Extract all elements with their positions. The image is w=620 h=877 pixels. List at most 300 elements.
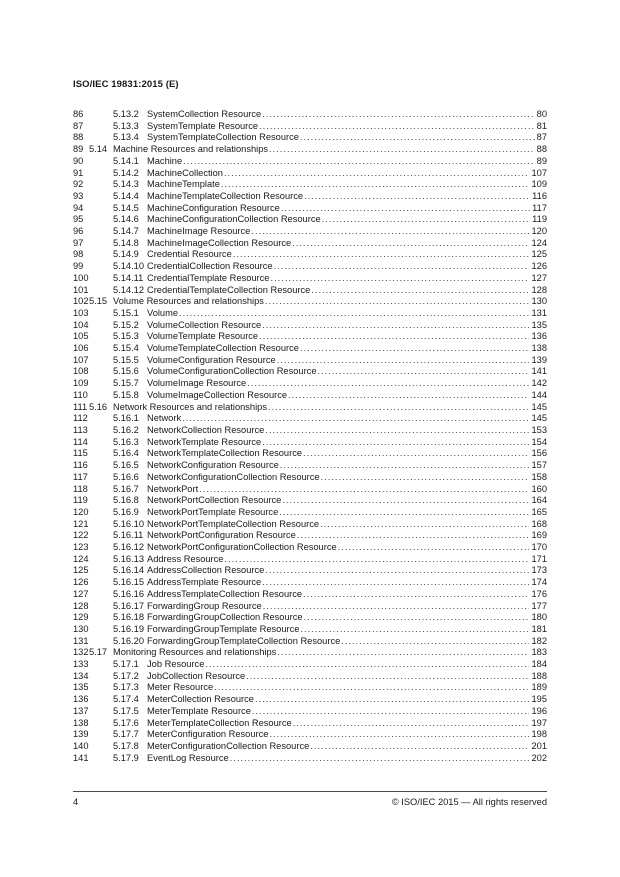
toc-page-number: 145	[531, 413, 547, 424]
toc-section-number: 5.16.6	[113, 471, 139, 482]
toc-entry-title: VolumeConfiguration Resource	[147, 354, 276, 365]
toc-page-number: 130	[531, 296, 547, 307]
toc-entry-title: EventLog Resource	[147, 752, 229, 763]
toc-section-number: 5.17	[89, 647, 108, 658]
dot-leader	[303, 589, 529, 601]
dot-leader	[277, 647, 529, 659]
toc-page-number: 182	[531, 635, 547, 646]
toc-page-number: 138	[531, 343, 547, 354]
toc-line-number: 113	[73, 424, 88, 435]
toc-page-number: 188	[531, 670, 547, 681]
toc-entry-title: NetworkCollection Resource	[147, 424, 265, 435]
toc-page-number: 109	[531, 179, 547, 190]
toc-entry-title: Volume Resources and relationships	[113, 296, 264, 307]
toc-section-number: 5.16.10	[113, 518, 145, 529]
toc-line-number: 105	[73, 331, 89, 342]
toc-page-number: 156	[531, 448, 547, 459]
toc-line-number: 98	[73, 249, 84, 260]
toc-page-number: 81	[536, 120, 547, 131]
toc-entry-title: VolumeConfigurationCollection Resource	[147, 366, 317, 377]
toc-section-number: 5.16.9	[113, 506, 139, 517]
toc-entry-title: MeterConfiguration Resource	[147, 729, 269, 740]
toc-section-number: 5.17.1	[113, 659, 139, 670]
dot-leader	[252, 706, 530, 718]
toc-line-number: 130	[73, 623, 89, 634]
toc-page-number: 165	[531, 506, 547, 517]
dot-leader	[277, 355, 530, 367]
toc-entry-title: Machine	[147, 155, 183, 166]
dot-leader	[269, 144, 535, 156]
toc-line-number: 96	[73, 226, 84, 237]
toc-row	[73, 378, 547, 390]
toc-line-number: 125	[73, 565, 89, 576]
toc-page-number: 181	[531, 623, 547, 634]
toc-row	[73, 121, 547, 133]
toc-page-number: 154	[531, 436, 547, 447]
dot-leader	[262, 320, 529, 332]
toc-row	[73, 179, 547, 191]
toc-page-number: 135	[531, 319, 547, 330]
toc-page-number: 145	[531, 401, 547, 412]
toc-row	[73, 355, 547, 367]
toc-page-number: 164	[531, 495, 547, 506]
toc-entry-title: MachineConfigurationCollection Resource	[147, 214, 321, 225]
toc-section-number: 5.15.5	[113, 354, 139, 365]
toc-page-number: 124	[531, 237, 547, 248]
toc-entry-title: MeterConfigurationCollection Resource	[147, 740, 310, 751]
toc-row	[73, 741, 547, 753]
dot-leader	[214, 682, 529, 694]
toc-line-number: 99	[73, 261, 84, 272]
toc-section-number: 5.14.12	[113, 284, 145, 295]
dot-leader	[247, 378, 529, 390]
toc-entry-title: NetworkPortTemplateCollection Resource	[147, 518, 320, 529]
toc-line-number: 138	[73, 717, 89, 728]
dot-leader	[300, 343, 530, 355]
dot-leader	[297, 530, 530, 542]
toc-line-number: 136	[73, 694, 89, 705]
toc-page-number: 174	[531, 577, 547, 588]
dot-leader	[282, 495, 529, 507]
toc-section-number: 5.16.16	[113, 588, 145, 599]
dot-leader	[304, 191, 530, 203]
dot-leader	[262, 437, 529, 449]
toc-line-number: 114	[73, 436, 88, 447]
toc-row	[73, 413, 547, 425]
toc-section-number: 5.15	[89, 296, 108, 307]
toc-page-number: 88	[536, 144, 547, 155]
toc-entry-title: NetworkTemplate Resource	[147, 436, 262, 447]
toc-line-number: 120	[73, 506, 89, 517]
toc-row	[73, 331, 547, 343]
toc-line-number: 116	[73, 460, 88, 471]
dot-leader	[255, 694, 530, 706]
toc-line-number: 86	[73, 109, 84, 119]
toc-row	[73, 647, 547, 659]
toc-section-number: 5.14	[89, 144, 108, 155]
toc-row	[73, 753, 547, 765]
dot-leader	[274, 261, 530, 273]
toc-section-number: 5.16.7	[113, 483, 139, 494]
toc-row	[73, 659, 547, 671]
toc-line-number: 112	[73, 413, 88, 424]
toc-section-number: 5.13.3	[113, 120, 139, 131]
toc-line-number: 135	[73, 682, 89, 693]
toc-page-number: 119	[532, 214, 547, 225]
toc-row	[73, 472, 547, 484]
toc-entry-title: NetworkPortConfigurationCollection Resource	[147, 542, 337, 553]
toc-entry-title: NetworkConfigurationCollection Resource	[147, 471, 320, 482]
toc-line-number: 139	[73, 729, 89, 740]
toc-line-number: 133	[73, 659, 89, 670]
toc-row	[73, 214, 547, 226]
toc-row	[73, 448, 547, 460]
toc-section-number: 5.14.4	[113, 190, 139, 201]
toc-entry-title: Meter Resource	[147, 682, 214, 693]
toc-section-number: 5.16.4	[113, 448, 139, 459]
toc-page-number: 116	[532, 190, 547, 201]
toc-page-number: 184	[531, 659, 547, 670]
toc-page-number: 126	[531, 261, 547, 272]
toc-section-number: 5.13.4	[113, 132, 139, 143]
dot-leader	[300, 624, 529, 636]
toc-entry-title: Monitoring Resources and relationships	[113, 647, 277, 658]
toc-row	[73, 636, 547, 648]
dot-leader	[269, 729, 529, 741]
toc-row	[73, 530, 547, 542]
document-footer	[73, 797, 547, 807]
dot-leader	[183, 156, 535, 168]
toc-section-number: 5.14.10	[113, 261, 145, 272]
dot-leader	[268, 402, 529, 414]
toc-line-number: 103	[73, 307, 89, 318]
toc-page-number: 136	[531, 331, 547, 342]
dot-leader	[182, 413, 529, 425]
toc-section-number: 5.14.8	[113, 237, 139, 248]
toc-row	[73, 718, 547, 730]
toc-row	[73, 612, 547, 624]
dot-leader	[233, 249, 530, 261]
toc-line-number: 118	[73, 483, 88, 494]
toc-row	[73, 308, 547, 320]
toc-row	[73, 460, 547, 472]
dot-leader	[341, 636, 529, 648]
toc-page-number: 117	[532, 202, 547, 213]
toc-page-number: 169	[531, 530, 547, 541]
toc-entry-title: VolumeImageCollection Resource	[147, 389, 288, 400]
toc-row	[73, 249, 547, 261]
toc-section-number: 5.16.13	[113, 553, 145, 564]
toc-line-number: 140	[73, 740, 89, 751]
toc-line-number: 115	[73, 448, 88, 459]
toc-row	[73, 320, 547, 332]
toc-section-number: 5.14.3	[113, 179, 139, 190]
toc-line-number: 137	[73, 705, 89, 716]
toc-line-number: 109	[73, 378, 89, 389]
toc-entry-title: SystemCollection Resource	[147, 109, 262, 119]
toc-entry-title: Network	[147, 413, 182, 424]
footer-rule	[73, 791, 547, 792]
toc-section-number: 5.14.5	[113, 202, 139, 213]
toc-entry-title: AddressCollection Resource	[147, 565, 265, 576]
toc-line-number: 110	[73, 389, 88, 400]
toc-entry-title: AddressTemplate Resource	[147, 577, 262, 588]
toc-row	[73, 191, 547, 203]
toc-section-number: 5.14.6	[113, 214, 139, 225]
toc-row	[73, 577, 547, 589]
dot-leader	[322, 214, 531, 226]
toc-entry-title: SystemTemplate Resource	[147, 120, 259, 131]
toc-section-number: 5.15.3	[113, 331, 139, 342]
toc-section-number: 5.15.6	[113, 366, 139, 377]
toc-entry-title: CredentialTemplate Resource	[147, 272, 270, 283]
toc-section-number: 5.15.1	[113, 307, 139, 318]
footer-copyright: © ISO/IEC 2015 — All rights reserved	[391, 797, 547, 807]
toc-row	[73, 168, 547, 180]
toc-section-number: 5.15.7	[113, 378, 139, 389]
toc-entry-title: MachineConfiguration Resource	[147, 202, 280, 213]
dot-leader	[259, 331, 529, 343]
dot-leader	[179, 308, 529, 320]
dot-leader	[303, 448, 529, 460]
dot-leader	[224, 168, 530, 180]
toc-line-number: 95	[73, 214, 84, 225]
toc-page-number: 80	[536, 109, 547, 119]
dot-leader	[259, 121, 535, 133]
toc-page-number: 173	[531, 565, 547, 576]
toc-entry-title: VolumeCollection Resource	[147, 319, 262, 330]
toc-line-number: 117	[73, 471, 88, 482]
toc-entry-title: MeterCollection Resource	[147, 694, 254, 705]
dot-leader	[293, 718, 530, 730]
toc-line-number: 134	[73, 670, 89, 681]
toc-row	[73, 226, 547, 238]
toc-section-number: 5.17.2	[113, 670, 139, 681]
toc-line-number: 101	[73, 284, 89, 295]
toc-entry-title: MachineImage Resource	[147, 226, 251, 237]
dot-leader	[205, 659, 529, 671]
toc-entry-title: MachineCollection	[147, 167, 223, 178]
toc-row	[73, 671, 547, 683]
toc-row	[73, 296, 547, 308]
toc-row	[73, 729, 547, 741]
toc-row	[73, 484, 547, 496]
toc-section-number: 5.17.4	[113, 694, 139, 705]
toc-page-number: 158	[531, 471, 547, 482]
dot-leader	[251, 226, 529, 238]
toc-row	[73, 565, 547, 577]
toc-row	[73, 682, 547, 694]
toc-page-number: 131	[531, 307, 547, 318]
toc-section-number: 5.14.7	[113, 226, 139, 237]
toc-line-number: 102	[73, 296, 89, 307]
toc-row	[73, 694, 547, 706]
toc-page-number: 198	[531, 729, 547, 740]
dot-leader	[230, 753, 530, 765]
toc-page-number: 153	[531, 424, 547, 435]
toc-entry-title: VolumeTemplateCollection Resource	[147, 343, 299, 354]
toc-entry-title: NetworkPortConfiguration Resource	[147, 530, 296, 541]
toc-page-number: 195	[531, 694, 547, 705]
dot-leader	[310, 741, 529, 753]
toc-row	[73, 390, 547, 402]
toc-page-number: 171	[531, 553, 547, 564]
toc-line-number: 87	[73, 120, 84, 131]
dot-leader	[320, 519, 529, 531]
toc-section-number: 5.17.3	[113, 682, 139, 693]
toc-entry-title: Volume	[147, 307, 179, 318]
toc-line-number: 132	[73, 647, 89, 658]
toc-line-number: 123	[73, 542, 89, 553]
toc-entry-title: CredentialTemplateCollection Resource	[147, 284, 311, 295]
toc-row	[73, 273, 547, 285]
dot-leader	[281, 203, 530, 215]
toc-entry-title: ForwardingGroupTemplate Resource	[147, 623, 300, 634]
toc-line-number: 93	[73, 190, 84, 201]
toc-row	[73, 589, 547, 601]
toc-entry-title: NetworkConfiguration Resource	[147, 460, 279, 471]
toc-entry-title: Address Resource	[147, 553, 224, 564]
toc-page-number: 183	[531, 647, 547, 658]
toc-section-number: 5.16	[89, 401, 108, 412]
toc-entry-title: Job Resource	[147, 659, 205, 670]
toc-row	[73, 402, 547, 414]
toc-row	[73, 601, 547, 613]
toc-section-number: 5.14.11	[113, 272, 144, 283]
toc-entry-title: AddressTemplateCollection Resource	[147, 588, 303, 599]
toc-entry-title: MeterTemplate Resource	[147, 705, 251, 716]
toc-section-number: 5.16.11	[113, 530, 144, 541]
toc-page-number: 170	[531, 542, 547, 553]
toc-section-number: 5.16.2	[113, 424, 139, 435]
toc-line-number: 128	[73, 600, 89, 611]
toc-page-number: 127	[531, 272, 547, 283]
toc-line-number: 92	[73, 179, 84, 190]
dot-leader	[199, 484, 529, 496]
toc-row	[73, 109, 547, 121]
toc-entry-title: NetworkPort	[147, 483, 199, 494]
dot-leader	[318, 366, 530, 378]
dot-leader	[270, 273, 529, 285]
toc-entry-title: Machine Resources and relationships	[113, 144, 269, 155]
toc-row	[73, 507, 547, 519]
toc-row	[73, 425, 547, 437]
toc-entry-title: ForwardingGroup Resource	[147, 600, 262, 611]
toc-row	[73, 261, 547, 273]
toc-page-number: 177	[531, 600, 547, 611]
toc-entry-title: CredentialCollection Resource	[147, 261, 273, 272]
toc-line-number: 91	[73, 167, 84, 178]
toc-line-number: 104	[73, 319, 89, 330]
dot-leader	[304, 612, 530, 624]
toc-entry-title: MachineTemplate	[147, 179, 220, 190]
toc-page-number: 87	[536, 132, 547, 143]
toc-line-number: 141	[73, 752, 89, 763]
toc-section-number: 5.16.19	[113, 623, 145, 634]
toc-section-number: 5.16.3	[113, 436, 139, 447]
toc-page-number: 196	[531, 705, 547, 716]
dot-leader	[321, 472, 530, 484]
toc-section-number: 5.16.20	[113, 635, 145, 646]
toc-section-number: 5.17.8	[113, 740, 139, 751]
dot-leader	[265, 565, 529, 577]
toc-row	[73, 343, 547, 355]
toc-entry-title: Network Resources and relationships	[113, 401, 267, 412]
toc-section-number: 5.16.8	[113, 495, 139, 506]
toc-row	[73, 624, 547, 636]
dot-leader	[265, 296, 530, 308]
toc-page-number: 168	[531, 518, 547, 529]
dot-leader	[288, 390, 529, 402]
toc-row	[73, 366, 547, 378]
toc-line-number: 90	[73, 155, 84, 166]
toc-line-number: 127	[73, 588, 89, 599]
toc-line-number: 126	[73, 577, 89, 588]
toc-section-number: 5.16.17	[113, 600, 145, 611]
toc-row	[73, 495, 547, 507]
toc-section-number: 5.14.9	[113, 249, 139, 260]
toc-section-number: 5.14.2	[113, 167, 139, 178]
toc-page-number: 125	[531, 249, 547, 260]
toc-line-number: 119	[73, 495, 88, 506]
toc-line-number: 111	[73, 401, 88, 412]
toc-page-number: 201	[531, 740, 547, 751]
toc-line-number: 129	[73, 612, 89, 623]
toc-page-number: 144	[531, 389, 547, 400]
toc-line-number: 100	[73, 272, 89, 283]
toc-line-number: 97	[73, 237, 84, 248]
toc-page-number: 180	[531, 612, 547, 623]
toc-page-number: 139	[531, 354, 547, 365]
toc-line-number: 107	[73, 354, 89, 365]
toc-line-number: 122	[73, 530, 89, 541]
toc-entry-title: Credential Resource	[147, 249, 232, 260]
toc-page-number: 189	[531, 682, 547, 693]
dot-leader	[300, 132, 535, 144]
toc-line-number: 88	[73, 132, 84, 143]
toc-section-number: 5.16.18	[113, 612, 145, 623]
toc-section-number: 5.15.8	[113, 389, 139, 400]
dot-leader	[280, 460, 530, 472]
toc-line-number: 89	[73, 144, 84, 155]
toc-entry-title: ForwardingGroupTemplateCollection Resource	[147, 635, 341, 646]
toc-line-number: 94	[73, 202, 84, 213]
dot-leader	[338, 542, 530, 554]
toc-entry-title: ForwardingGroupCollection Resource	[147, 612, 303, 623]
toc-page-number: 197	[531, 717, 547, 728]
toc-section-number: 5.16.5	[113, 460, 139, 471]
toc-page-number: 160	[531, 483, 547, 494]
toc-entry-title: JobCollection Resource	[147, 670, 246, 681]
toc-page-number: 89	[536, 155, 547, 166]
toc-entry-title: MachineImageCollection Resource	[147, 237, 292, 248]
dot-leader	[279, 507, 529, 519]
toc-entry-title: SystemTemplateCollection Resource	[147, 132, 299, 143]
toc-section-number: 5.16.1	[113, 413, 139, 424]
toc-row	[73, 285, 547, 297]
toc-row	[73, 144, 547, 156]
footer-page-number: 4	[73, 797, 79, 807]
toc-page-number: 120	[531, 226, 547, 237]
toc	[73, 109, 547, 764]
toc-row	[73, 554, 547, 566]
toc-line-number: 121	[73, 518, 89, 529]
toc-section-number: 5.13.2	[113, 109, 139, 119]
toc-entry-title: MeterTemplateCollection Resource	[147, 717, 292, 728]
toc-line-number: 108	[73, 366, 89, 377]
toc-row	[73, 706, 547, 718]
dot-leader	[221, 179, 530, 191]
